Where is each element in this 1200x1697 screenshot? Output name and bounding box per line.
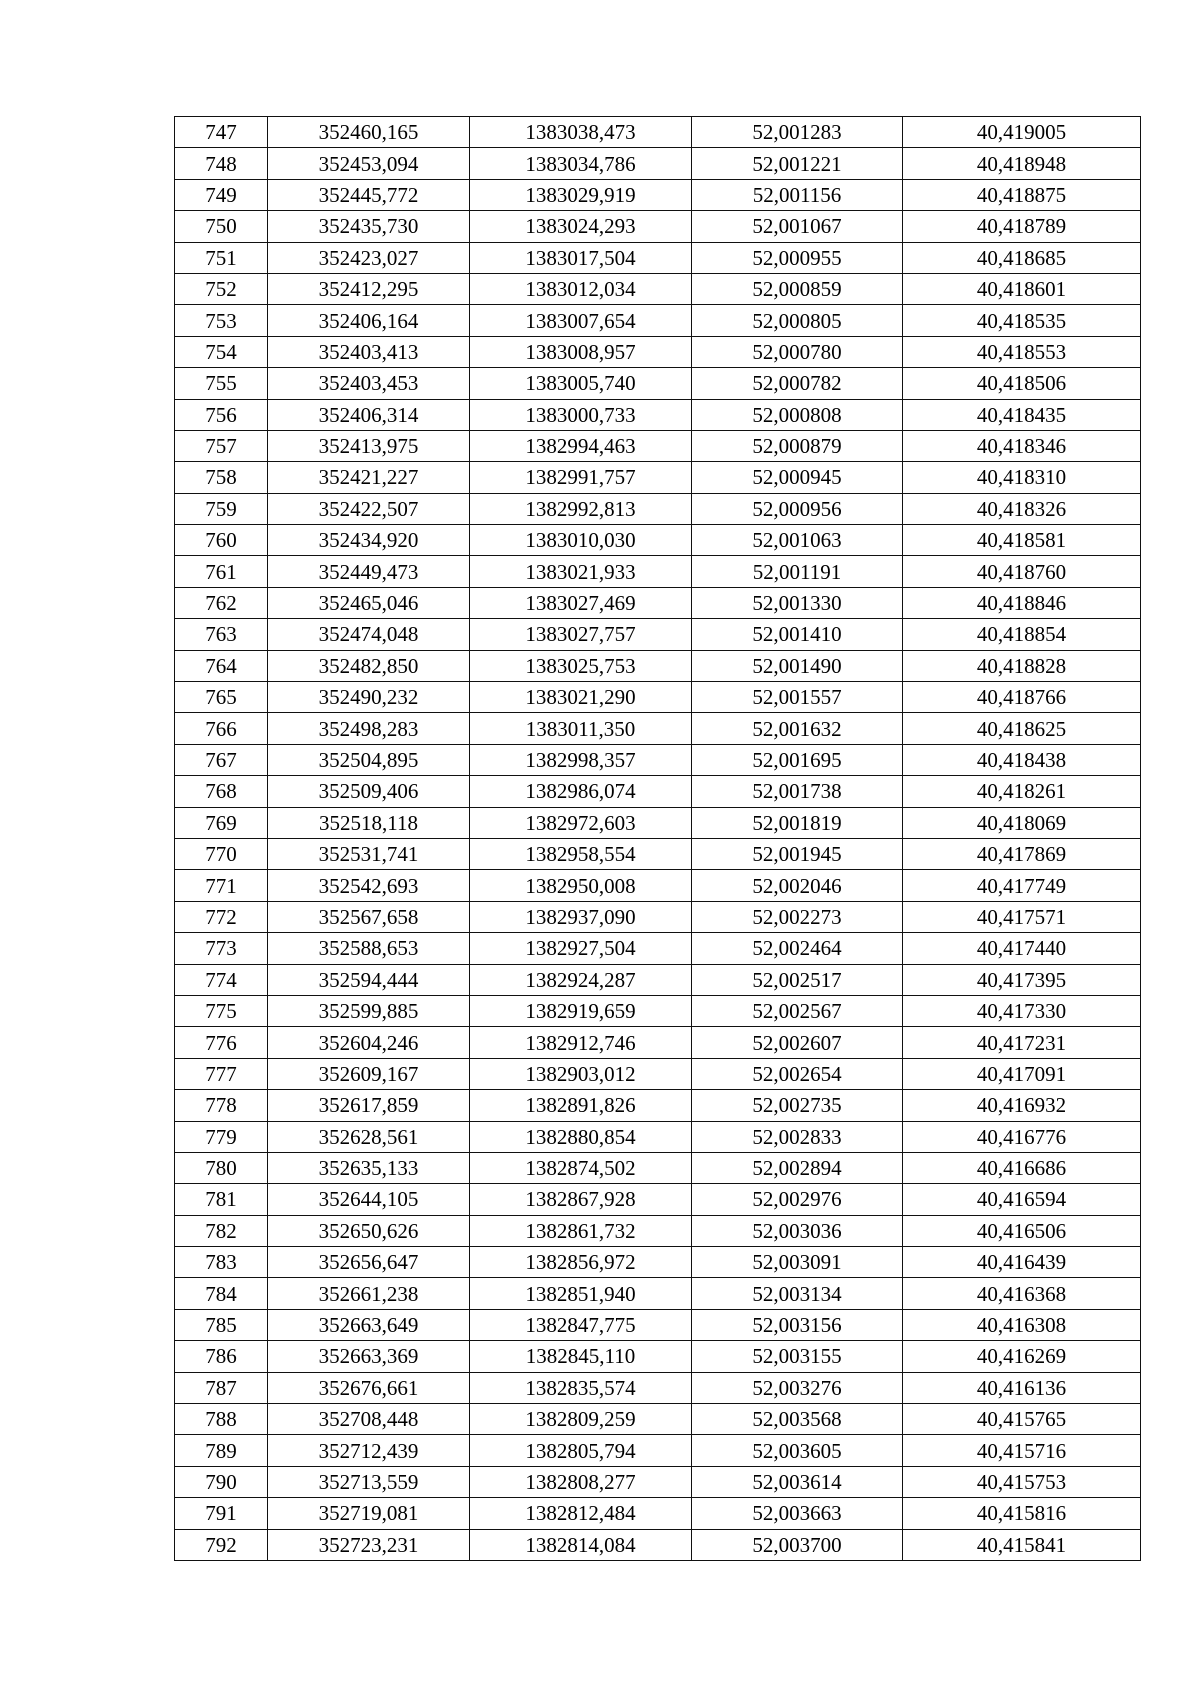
latitude-cell: 52,001191 bbox=[692, 556, 903, 587]
y-coordinate-cell: 1382808,277 bbox=[470, 1466, 692, 1497]
x-coordinate-cell: 352434,920 bbox=[268, 525, 470, 556]
x-coordinate-cell: 352617,859 bbox=[268, 1090, 470, 1121]
point-number-cell: 749 bbox=[175, 179, 268, 210]
x-coordinate-cell: 352498,283 bbox=[268, 713, 470, 744]
latitude-cell: 52,000805 bbox=[692, 305, 903, 336]
table-row bbox=[175, 713, 1141, 744]
point-number-cell: 755 bbox=[175, 368, 268, 399]
latitude-cell: 52,002833 bbox=[692, 1121, 903, 1152]
latitude-cell: 52,002654 bbox=[692, 1058, 903, 1089]
x-coordinate-cell: 352644,105 bbox=[268, 1184, 470, 1215]
y-coordinate-cell: 1382919,659 bbox=[470, 995, 692, 1026]
y-coordinate-cell: 1383012,034 bbox=[470, 273, 692, 304]
point-number-cell: 751 bbox=[175, 242, 268, 273]
point-number-cell: 770 bbox=[175, 838, 268, 869]
table-row bbox=[175, 1278, 1141, 1309]
table-row bbox=[175, 556, 1141, 587]
latitude-cell: 52,001490 bbox=[692, 650, 903, 681]
latitude-cell: 52,003091 bbox=[692, 1247, 903, 1278]
point-number-cell: 776 bbox=[175, 1027, 268, 1058]
x-coordinate-cell: 352449,473 bbox=[268, 556, 470, 587]
latitude-cell: 52,001695 bbox=[692, 744, 903, 775]
y-coordinate-cell: 1382991,757 bbox=[470, 462, 692, 493]
y-coordinate-cell: 1383025,753 bbox=[470, 650, 692, 681]
y-coordinate-cell: 1382880,854 bbox=[470, 1121, 692, 1152]
table-row bbox=[175, 995, 1141, 1026]
y-coordinate-cell: 1382874,502 bbox=[470, 1152, 692, 1183]
x-coordinate-cell: 352460,165 bbox=[268, 117, 470, 148]
point-number-cell: 762 bbox=[175, 587, 268, 618]
latitude-cell: 52,001738 bbox=[692, 776, 903, 807]
point-number-cell: 788 bbox=[175, 1404, 268, 1435]
y-coordinate-cell: 1383021,933 bbox=[470, 556, 692, 587]
table-row bbox=[175, 870, 1141, 901]
table-row bbox=[175, 1058, 1141, 1089]
longitude-cell: 40,415816 bbox=[903, 1498, 1141, 1529]
x-coordinate-cell: 352604,246 bbox=[268, 1027, 470, 1058]
point-number-cell: 791 bbox=[175, 1498, 268, 1529]
latitude-cell: 52,002273 bbox=[692, 901, 903, 932]
table-row bbox=[175, 211, 1141, 242]
latitude-cell: 52,001330 bbox=[692, 587, 903, 618]
x-coordinate-cell: 352453,094 bbox=[268, 148, 470, 179]
y-coordinate-cell: 1383005,740 bbox=[470, 368, 692, 399]
point-number-cell: 774 bbox=[175, 964, 268, 995]
table-row bbox=[175, 1341, 1141, 1372]
y-coordinate-cell: 1382847,775 bbox=[470, 1309, 692, 1340]
point-number-cell: 778 bbox=[175, 1090, 268, 1121]
table-row bbox=[175, 1121, 1141, 1152]
y-coordinate-cell: 1383027,757 bbox=[470, 619, 692, 650]
point-number-cell: 748 bbox=[175, 148, 268, 179]
point-number-cell: 753 bbox=[175, 305, 268, 336]
latitude-cell: 52,000808 bbox=[692, 399, 903, 430]
x-coordinate-cell: 352421,227 bbox=[268, 462, 470, 493]
x-coordinate-cell: 352465,046 bbox=[268, 587, 470, 618]
table-row bbox=[175, 305, 1141, 336]
point-number-cell: 760 bbox=[175, 525, 268, 556]
table-row bbox=[175, 242, 1141, 273]
latitude-cell: 52,003605 bbox=[692, 1435, 903, 1466]
point-number-cell: 754 bbox=[175, 336, 268, 367]
y-coordinate-cell: 1382867,928 bbox=[470, 1184, 692, 1215]
point-number-cell: 759 bbox=[175, 493, 268, 524]
x-coordinate-cell: 352656,647 bbox=[268, 1247, 470, 1278]
x-coordinate-cell: 352518,118 bbox=[268, 807, 470, 838]
table-row bbox=[175, 462, 1141, 493]
longitude-cell: 40,418789 bbox=[903, 211, 1141, 242]
table-row bbox=[175, 399, 1141, 430]
x-coordinate-cell: 352531,741 bbox=[268, 838, 470, 869]
latitude-cell: 52,001156 bbox=[692, 179, 903, 210]
table-row bbox=[175, 1247, 1141, 1278]
longitude-cell: 40,418854 bbox=[903, 619, 1141, 650]
table-row bbox=[175, 964, 1141, 995]
y-coordinate-cell: 1382927,504 bbox=[470, 933, 692, 964]
table-row bbox=[175, 650, 1141, 681]
y-coordinate-cell: 1382994,463 bbox=[470, 430, 692, 461]
latitude-cell: 52,002517 bbox=[692, 964, 903, 995]
longitude-cell: 40,417091 bbox=[903, 1058, 1141, 1089]
latitude-cell: 52,003156 bbox=[692, 1309, 903, 1340]
x-coordinate-cell: 352403,413 bbox=[268, 336, 470, 367]
latitude-cell: 52,002464 bbox=[692, 933, 903, 964]
point-number-cell: 772 bbox=[175, 901, 268, 932]
point-number-cell: 752 bbox=[175, 273, 268, 304]
latitude-cell: 52,003155 bbox=[692, 1341, 903, 1372]
longitude-cell: 40,416776 bbox=[903, 1121, 1141, 1152]
y-coordinate-cell: 1382851,940 bbox=[470, 1278, 692, 1309]
y-coordinate-cell: 1382856,972 bbox=[470, 1247, 692, 1278]
x-coordinate-cell: 352403,453 bbox=[268, 368, 470, 399]
longitude-cell: 40,417330 bbox=[903, 995, 1141, 1026]
point-number-cell: 782 bbox=[175, 1215, 268, 1246]
longitude-cell: 40,418685 bbox=[903, 242, 1141, 273]
longitude-cell: 40,416368 bbox=[903, 1278, 1141, 1309]
point-number-cell: 750 bbox=[175, 211, 268, 242]
longitude-cell: 40,417571 bbox=[903, 901, 1141, 932]
x-coordinate-cell: 352650,626 bbox=[268, 1215, 470, 1246]
latitude-cell: 52,001632 bbox=[692, 713, 903, 744]
latitude-cell: 52,003663 bbox=[692, 1498, 903, 1529]
point-number-cell: 758 bbox=[175, 462, 268, 493]
point-number-cell: 766 bbox=[175, 713, 268, 744]
table-row bbox=[175, 525, 1141, 556]
table-row bbox=[175, 587, 1141, 618]
x-coordinate-cell: 352712,439 bbox=[268, 1435, 470, 1466]
point-number-cell: 775 bbox=[175, 995, 268, 1026]
table-row bbox=[175, 619, 1141, 650]
latitude-cell: 52,002046 bbox=[692, 870, 903, 901]
coordinates-table-body bbox=[175, 117, 1141, 1561]
longitude-cell: 40,418310 bbox=[903, 462, 1141, 493]
table-row bbox=[175, 1404, 1141, 1435]
x-coordinate-cell: 352723,231 bbox=[268, 1529, 470, 1560]
longitude-cell: 40,418438 bbox=[903, 744, 1141, 775]
longitude-cell: 40,417749 bbox=[903, 870, 1141, 901]
x-coordinate-cell: 352482,850 bbox=[268, 650, 470, 681]
point-number-cell: 783 bbox=[175, 1247, 268, 1278]
longitude-cell: 40,418553 bbox=[903, 336, 1141, 367]
x-coordinate-cell: 352435,730 bbox=[268, 211, 470, 242]
y-coordinate-cell: 1382950,008 bbox=[470, 870, 692, 901]
y-coordinate-cell: 1383011,350 bbox=[470, 713, 692, 744]
table-row bbox=[175, 744, 1141, 775]
table-row bbox=[175, 776, 1141, 807]
table-row bbox=[175, 933, 1141, 964]
longitude-cell: 40,418766 bbox=[903, 682, 1141, 713]
x-coordinate-cell: 352708,448 bbox=[268, 1404, 470, 1435]
point-number-cell: 780 bbox=[175, 1152, 268, 1183]
y-coordinate-cell: 1382812,484 bbox=[470, 1498, 692, 1529]
y-coordinate-cell: 1382903,012 bbox=[470, 1058, 692, 1089]
point-number-cell: 756 bbox=[175, 399, 268, 430]
y-coordinate-cell: 1382845,110 bbox=[470, 1341, 692, 1372]
latitude-cell: 52,003036 bbox=[692, 1215, 903, 1246]
longitude-cell: 40,418261 bbox=[903, 776, 1141, 807]
point-number-cell: 768 bbox=[175, 776, 268, 807]
y-coordinate-cell: 1382937,090 bbox=[470, 901, 692, 932]
table-row bbox=[175, 1090, 1141, 1121]
longitude-cell: 40,416269 bbox=[903, 1341, 1141, 1372]
latitude-cell: 52,002735 bbox=[692, 1090, 903, 1121]
longitude-cell: 40,418506 bbox=[903, 368, 1141, 399]
y-coordinate-cell: 1383010,030 bbox=[470, 525, 692, 556]
longitude-cell: 40,418948 bbox=[903, 148, 1141, 179]
longitude-cell: 40,418875 bbox=[903, 179, 1141, 210]
y-coordinate-cell: 1382992,813 bbox=[470, 493, 692, 524]
longitude-cell: 40,418760 bbox=[903, 556, 1141, 587]
longitude-cell: 40,419005 bbox=[903, 117, 1141, 148]
coordinates-table bbox=[174, 116, 1141, 1561]
longitude-cell: 40,416439 bbox=[903, 1247, 1141, 1278]
longitude-cell: 40,416136 bbox=[903, 1372, 1141, 1403]
table-row bbox=[175, 1152, 1141, 1183]
latitude-cell: 52,003276 bbox=[692, 1372, 903, 1403]
x-coordinate-cell: 352474,048 bbox=[268, 619, 470, 650]
table-row bbox=[175, 148, 1141, 179]
latitude-cell: 52,002567 bbox=[692, 995, 903, 1026]
longitude-cell: 40,416686 bbox=[903, 1152, 1141, 1183]
x-coordinate-cell: 352567,658 bbox=[268, 901, 470, 932]
latitude-cell: 52,000955 bbox=[692, 242, 903, 273]
table-row bbox=[175, 179, 1141, 210]
x-coordinate-cell: 352663,369 bbox=[268, 1341, 470, 1372]
point-number-cell: 781 bbox=[175, 1184, 268, 1215]
longitude-cell: 40,415765 bbox=[903, 1404, 1141, 1435]
x-coordinate-cell: 352542,693 bbox=[268, 870, 470, 901]
table-row bbox=[175, 1027, 1141, 1058]
latitude-cell: 52,003568 bbox=[692, 1404, 903, 1435]
y-coordinate-cell: 1382998,357 bbox=[470, 744, 692, 775]
x-coordinate-cell: 352676,661 bbox=[268, 1372, 470, 1403]
x-coordinate-cell: 352504,895 bbox=[268, 744, 470, 775]
latitude-cell: 52,001063 bbox=[692, 525, 903, 556]
point-number-cell: 779 bbox=[175, 1121, 268, 1152]
table-row bbox=[175, 838, 1141, 869]
latitude-cell: 52,000945 bbox=[692, 462, 903, 493]
table-row bbox=[175, 273, 1141, 304]
latitude-cell: 52,001221 bbox=[692, 148, 903, 179]
table-row bbox=[175, 368, 1141, 399]
x-coordinate-cell: 352661,238 bbox=[268, 1278, 470, 1309]
point-number-cell: 784 bbox=[175, 1278, 268, 1309]
longitude-cell: 40,416932 bbox=[903, 1090, 1141, 1121]
longitude-cell: 40,418828 bbox=[903, 650, 1141, 681]
longitude-cell: 40,418846 bbox=[903, 587, 1141, 618]
y-coordinate-cell: 1383000,733 bbox=[470, 399, 692, 430]
table-row bbox=[175, 807, 1141, 838]
longitude-cell: 40,417395 bbox=[903, 964, 1141, 995]
y-coordinate-cell: 1382835,574 bbox=[470, 1372, 692, 1403]
point-number-cell: 773 bbox=[175, 933, 268, 964]
latitude-cell: 52,000780 bbox=[692, 336, 903, 367]
x-coordinate-cell: 352713,559 bbox=[268, 1466, 470, 1497]
latitude-cell: 52,003134 bbox=[692, 1278, 903, 1309]
table-row bbox=[175, 682, 1141, 713]
latitude-cell: 52,001067 bbox=[692, 211, 903, 242]
point-number-cell: 785 bbox=[175, 1309, 268, 1340]
y-coordinate-cell: 1383027,469 bbox=[470, 587, 692, 618]
x-coordinate-cell: 352599,885 bbox=[268, 995, 470, 1026]
longitude-cell: 40,417440 bbox=[903, 933, 1141, 964]
latitude-cell: 52,002607 bbox=[692, 1027, 903, 1058]
x-coordinate-cell: 352609,167 bbox=[268, 1058, 470, 1089]
latitude-cell: 52,003614 bbox=[692, 1466, 903, 1497]
point-number-cell: 786 bbox=[175, 1341, 268, 1372]
longitude-cell: 40,415753 bbox=[903, 1466, 1141, 1497]
longitude-cell: 40,415716 bbox=[903, 1435, 1141, 1466]
y-coordinate-cell: 1382958,554 bbox=[470, 838, 692, 869]
x-coordinate-cell: 352719,081 bbox=[268, 1498, 470, 1529]
y-coordinate-cell: 1383021,290 bbox=[470, 682, 692, 713]
latitude-cell: 52,000782 bbox=[692, 368, 903, 399]
latitude-cell: 52,002894 bbox=[692, 1152, 903, 1183]
longitude-cell: 40,418535 bbox=[903, 305, 1141, 336]
latitude-cell: 52,001945 bbox=[692, 838, 903, 869]
point-number-cell: 747 bbox=[175, 117, 268, 148]
table-row bbox=[175, 901, 1141, 932]
table-row bbox=[175, 493, 1141, 524]
latitude-cell: 52,003700 bbox=[692, 1529, 903, 1560]
latitude-cell: 52,000879 bbox=[692, 430, 903, 461]
x-coordinate-cell: 352406,314 bbox=[268, 399, 470, 430]
x-coordinate-cell: 352406,164 bbox=[268, 305, 470, 336]
table-row bbox=[175, 1372, 1141, 1403]
point-number-cell: 771 bbox=[175, 870, 268, 901]
x-coordinate-cell: 352412,295 bbox=[268, 273, 470, 304]
table-row bbox=[175, 1184, 1141, 1215]
point-number-cell: 757 bbox=[175, 430, 268, 461]
point-number-cell: 790 bbox=[175, 1466, 268, 1497]
latitude-cell: 52,000859 bbox=[692, 273, 903, 304]
point-number-cell: 792 bbox=[175, 1529, 268, 1560]
longitude-cell: 40,416308 bbox=[903, 1309, 1141, 1340]
y-coordinate-cell: 1383034,786 bbox=[470, 148, 692, 179]
x-coordinate-cell: 352635,133 bbox=[268, 1152, 470, 1183]
table-row bbox=[175, 1215, 1141, 1246]
latitude-cell: 52,002976 bbox=[692, 1184, 903, 1215]
point-number-cell: 777 bbox=[175, 1058, 268, 1089]
table-row bbox=[175, 1309, 1141, 1340]
longitude-cell: 40,416594 bbox=[903, 1184, 1141, 1215]
y-coordinate-cell: 1382891,826 bbox=[470, 1090, 692, 1121]
table-row bbox=[175, 1498, 1141, 1529]
x-coordinate-cell: 352509,406 bbox=[268, 776, 470, 807]
y-coordinate-cell: 1382986,074 bbox=[470, 776, 692, 807]
longitude-cell: 40,418601 bbox=[903, 273, 1141, 304]
y-coordinate-cell: 1382912,746 bbox=[470, 1027, 692, 1058]
table-row bbox=[175, 1529, 1141, 1560]
longitude-cell: 40,417231 bbox=[903, 1027, 1141, 1058]
y-coordinate-cell: 1383008,957 bbox=[470, 336, 692, 367]
x-coordinate-cell: 352490,232 bbox=[268, 682, 470, 713]
latitude-cell: 52,000956 bbox=[692, 493, 903, 524]
point-number-cell: 789 bbox=[175, 1435, 268, 1466]
longitude-cell: 40,418326 bbox=[903, 493, 1141, 524]
x-coordinate-cell: 352594,444 bbox=[268, 964, 470, 995]
point-number-cell: 764 bbox=[175, 650, 268, 681]
y-coordinate-cell: 1383024,293 bbox=[470, 211, 692, 242]
x-coordinate-cell: 352628,561 bbox=[268, 1121, 470, 1152]
y-coordinate-cell: 1383007,654 bbox=[470, 305, 692, 336]
table-row bbox=[175, 336, 1141, 367]
longitude-cell: 40,418625 bbox=[903, 713, 1141, 744]
longitude-cell: 40,417869 bbox=[903, 838, 1141, 869]
x-coordinate-cell: 352413,975 bbox=[268, 430, 470, 461]
latitude-cell: 52,001819 bbox=[692, 807, 903, 838]
longitude-cell: 40,418435 bbox=[903, 399, 1141, 430]
point-number-cell: 767 bbox=[175, 744, 268, 775]
table-row bbox=[175, 1466, 1141, 1497]
y-coordinate-cell: 1383029,919 bbox=[470, 179, 692, 210]
point-number-cell: 761 bbox=[175, 556, 268, 587]
point-number-cell: 787 bbox=[175, 1372, 268, 1403]
y-coordinate-cell: 1383038,473 bbox=[470, 117, 692, 148]
longitude-cell: 40,418346 bbox=[903, 430, 1141, 461]
y-coordinate-cell: 1382972,603 bbox=[470, 807, 692, 838]
y-coordinate-cell: 1382809,259 bbox=[470, 1404, 692, 1435]
latitude-cell: 52,001283 bbox=[692, 117, 903, 148]
latitude-cell: 52,001557 bbox=[692, 682, 903, 713]
y-coordinate-cell: 1382814,084 bbox=[470, 1529, 692, 1560]
x-coordinate-cell: 352422,507 bbox=[268, 493, 470, 524]
y-coordinate-cell: 1383017,504 bbox=[470, 242, 692, 273]
point-number-cell: 769 bbox=[175, 807, 268, 838]
longitude-cell: 40,416506 bbox=[903, 1215, 1141, 1246]
x-coordinate-cell: 352663,649 bbox=[268, 1309, 470, 1340]
table-row bbox=[175, 117, 1141, 148]
longitude-cell: 40,418581 bbox=[903, 525, 1141, 556]
x-coordinate-cell: 352445,772 bbox=[268, 179, 470, 210]
point-number-cell: 765 bbox=[175, 682, 268, 713]
longitude-cell: 40,415841 bbox=[903, 1529, 1141, 1560]
point-number-cell: 763 bbox=[175, 619, 268, 650]
table-row bbox=[175, 430, 1141, 461]
x-coordinate-cell: 352423,027 bbox=[268, 242, 470, 273]
latitude-cell: 52,001410 bbox=[692, 619, 903, 650]
y-coordinate-cell: 1382924,287 bbox=[470, 964, 692, 995]
x-coordinate-cell: 352588,653 bbox=[268, 933, 470, 964]
longitude-cell: 40,418069 bbox=[903, 807, 1141, 838]
y-coordinate-cell: 1382805,794 bbox=[470, 1435, 692, 1466]
y-coordinate-cell: 1382861,732 bbox=[470, 1215, 692, 1246]
table-row bbox=[175, 1435, 1141, 1466]
